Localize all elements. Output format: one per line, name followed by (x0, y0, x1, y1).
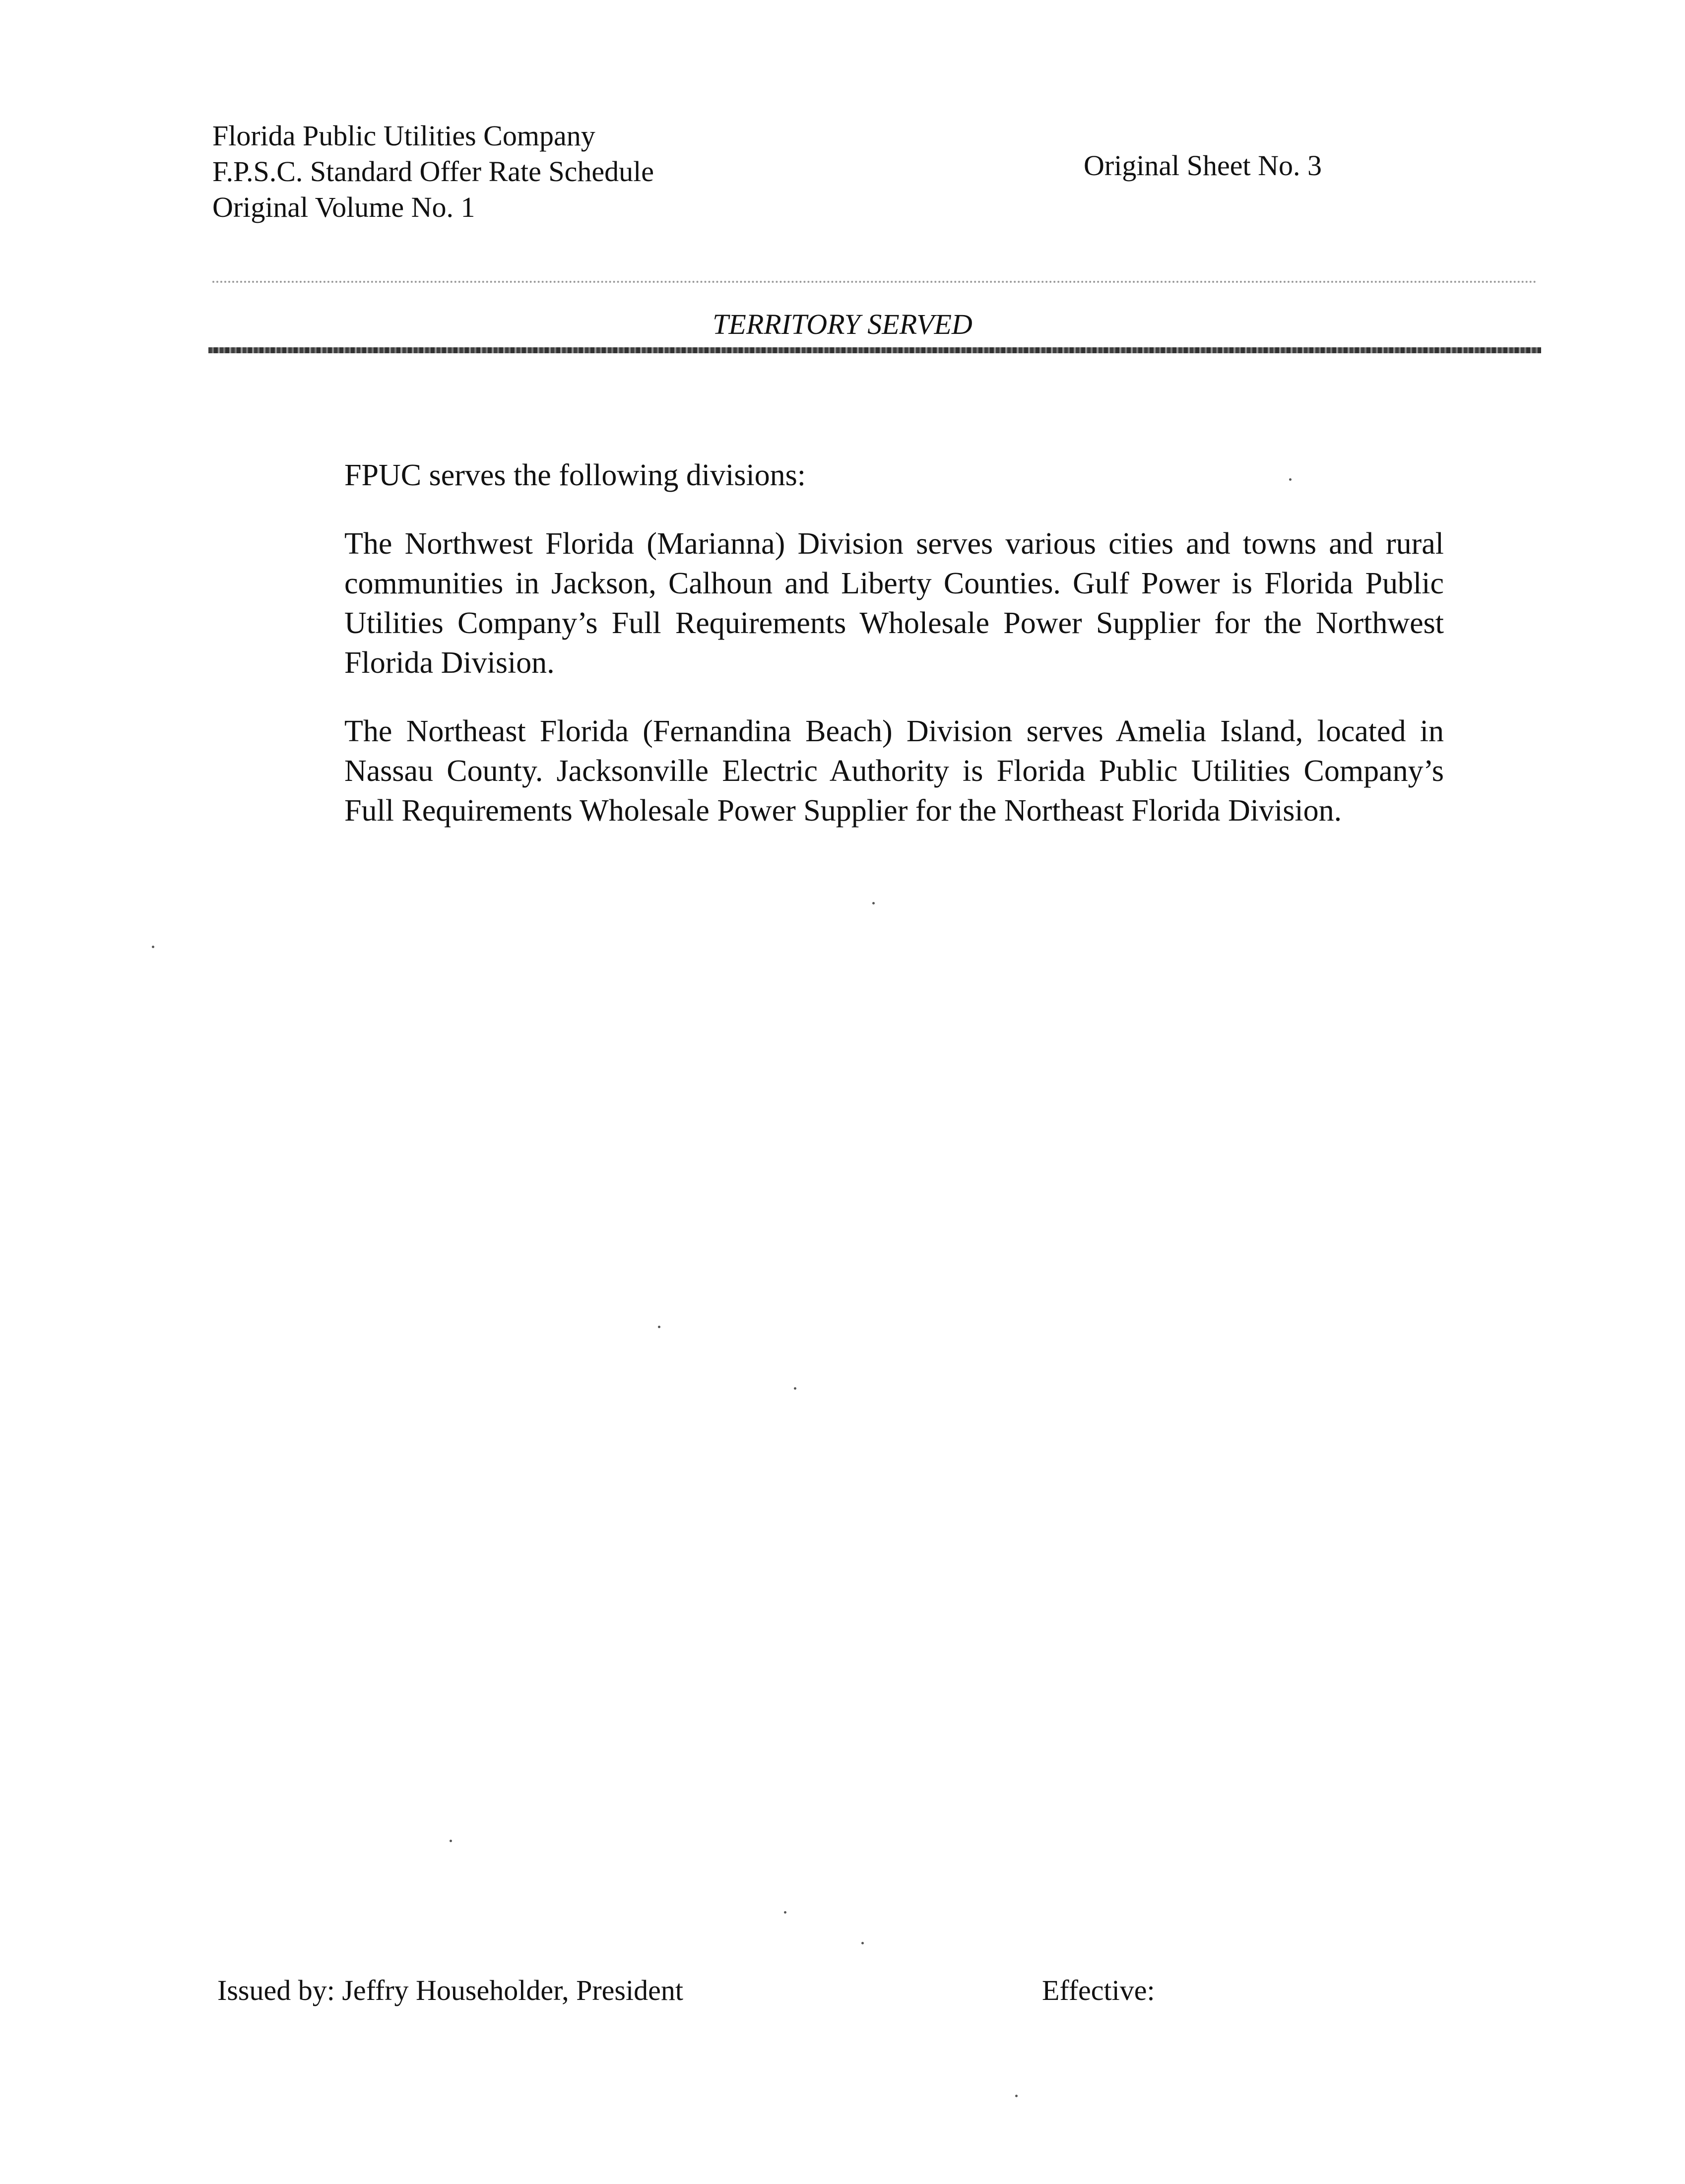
scan-speck (861, 1942, 864, 1944)
scan-speck (658, 1326, 660, 1328)
company-name: Florida Public Utilities Company (212, 120, 595, 152)
scan-speck (1015, 2095, 1018, 2097)
scan-speck (784, 1911, 786, 1914)
section-title: TERRITORY SERVED (713, 308, 972, 340)
scan-speck (450, 1840, 452, 1842)
scan-speck (794, 1387, 796, 1390)
header-left-block (212, 118, 654, 225)
scan-speck (872, 902, 875, 904)
section-divider-line (208, 347, 1541, 353)
effective-date-label: Effective: (1042, 1974, 1155, 2006)
northwest-division-paragraph: The Northwest Florida (Marianna) Division serves various cities and towns and rural communities in Jackson, Calhoun and Liberty Counties. Gulf Power is Florida Public Utilities Company’s Full Requirements Wholesale Power Supplier for the Northwest Florida Division. (344, 527, 1444, 680)
scan-speck (152, 946, 154, 948)
intro-paragraph: FPUC serves the following divisions: (344, 458, 806, 492)
volume-number: Original Volume No. 1 (212, 191, 475, 223)
issued-by: Issued by: Jeffry Householder, President (217, 1974, 683, 2006)
header-divider-line (212, 281, 1537, 283)
body-text (344, 455, 1444, 859)
northeast-division-paragraph: The Northeast Florida (Fernandina Beach) Division serves Amelia Island, located in Nassau County. Jacksonville Electric Authority is Florida Public Utilities Company’s Full Requirements Wholesale Power Supplier for the Northeast Florida Division. (344, 714, 1444, 828)
scan-speck (1289, 478, 1292, 481)
rate-schedule-name: F.P.S.C. Standard Offer Rate Schedule (212, 155, 654, 188)
sheet-number: Original Sheet No. 3 (1084, 149, 1322, 182)
